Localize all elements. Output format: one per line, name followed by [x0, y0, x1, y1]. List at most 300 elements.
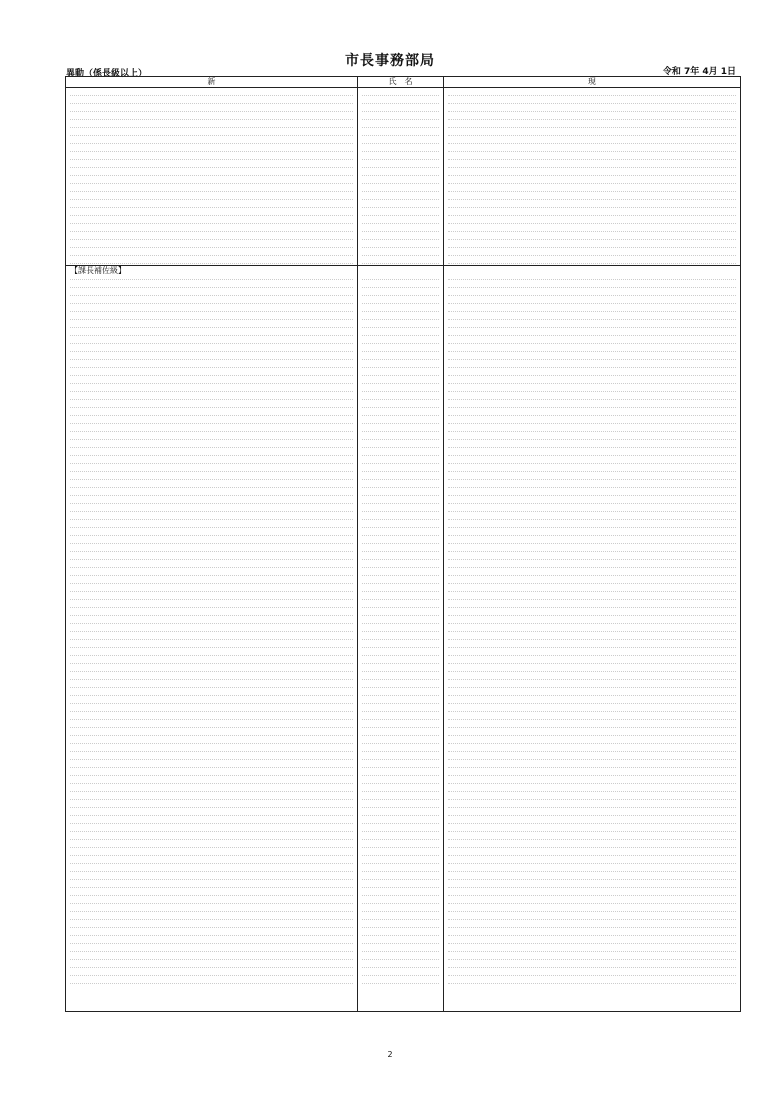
row-placeholder [362, 240, 439, 248]
row-placeholder [362, 504, 439, 512]
row-placeholder [70, 896, 353, 904]
document-title: 市長事務部局 [345, 53, 435, 69]
row-placeholder [362, 312, 439, 320]
row-placeholder [70, 640, 353, 648]
row-placeholder [70, 104, 353, 112]
row-placeholder [70, 496, 353, 504]
row-placeholder [448, 176, 736, 184]
row-placeholder [70, 504, 353, 512]
row-placeholder [70, 848, 353, 856]
row-placeholder [70, 488, 353, 496]
row-placeholder [362, 432, 439, 440]
row-placeholder [448, 352, 736, 360]
header-new: 新 [66, 77, 358, 87]
row-placeholder [362, 688, 439, 696]
row-placeholder [70, 416, 353, 424]
row-placeholder [448, 104, 736, 112]
row-placeholder [362, 936, 439, 944]
row-placeholder [448, 816, 736, 824]
row-placeholder [448, 128, 736, 136]
row-placeholder [448, 904, 736, 912]
row-placeholder [448, 824, 736, 832]
row-placeholder [448, 240, 736, 248]
row-placeholder [448, 112, 736, 120]
row-placeholder [448, 152, 736, 160]
row-placeholder [448, 584, 736, 592]
row-placeholder [448, 960, 736, 968]
row-placeholder [362, 536, 439, 544]
row-placeholder [448, 616, 736, 624]
row-placeholder [362, 344, 439, 352]
row-placeholder [448, 888, 736, 896]
row-placeholder [70, 168, 353, 176]
header-name: 氏 名 [358, 77, 444, 87]
row-placeholder [448, 248, 736, 256]
row-placeholder [70, 632, 353, 640]
row-placeholder [448, 976, 736, 984]
row-placeholder [70, 672, 353, 680]
row-placeholder [70, 136, 353, 144]
row-placeholder [448, 896, 736, 904]
row-placeholder [70, 520, 353, 528]
row-placeholder [448, 920, 736, 928]
row-placeholder [362, 496, 439, 504]
row-placeholder [448, 344, 736, 352]
row-placeholder [362, 544, 439, 552]
row-placeholder [70, 296, 353, 304]
row-placeholder [70, 688, 353, 696]
row-placeholder [362, 96, 439, 104]
row-placeholder [70, 216, 353, 224]
row-placeholder [448, 544, 736, 552]
row-placeholder [448, 448, 736, 456]
row-placeholder [70, 312, 353, 320]
row-placeholder [362, 856, 439, 864]
row-placeholder [362, 400, 439, 408]
row-placeholder [70, 904, 353, 912]
row-placeholder [70, 944, 353, 952]
row-placeholder [362, 864, 439, 872]
row-placeholder [362, 192, 439, 200]
row-placeholder [70, 872, 353, 880]
row-placeholder [448, 192, 736, 200]
row-placeholder [448, 552, 736, 560]
row-placeholder [362, 720, 439, 728]
row-placeholder [70, 352, 353, 360]
row-placeholder [362, 744, 439, 752]
row-placeholder [362, 624, 439, 632]
row-placeholder [448, 360, 736, 368]
row-placeholder [362, 336, 439, 344]
row-placeholder [70, 408, 353, 416]
column-old [444, 88, 740, 1011]
row-placeholder [362, 144, 439, 152]
row-placeholder [448, 936, 736, 944]
row-placeholder [70, 120, 353, 128]
row-placeholder [362, 696, 439, 704]
row-placeholder [448, 424, 736, 432]
row-placeholder [70, 616, 353, 624]
row-placeholder [70, 888, 353, 896]
row-placeholder [70, 856, 353, 864]
row-placeholder [448, 408, 736, 416]
row-placeholder [362, 408, 439, 416]
row-placeholder [362, 512, 439, 520]
row-placeholder [448, 136, 736, 144]
row-placeholder [70, 592, 353, 600]
row-placeholder [362, 160, 439, 168]
row-placeholder [448, 560, 736, 568]
row-placeholder [70, 280, 353, 288]
row-placeholder [70, 440, 353, 448]
row-placeholder [362, 600, 439, 608]
row-placeholder [448, 464, 736, 472]
row-placeholder [448, 608, 736, 616]
row-placeholder [448, 536, 736, 544]
row-placeholder [70, 256, 353, 264]
row-placeholder [70, 144, 353, 152]
row-placeholder [362, 968, 439, 976]
row-placeholder [448, 752, 736, 760]
row-placeholder [362, 912, 439, 920]
row-placeholder [448, 328, 736, 336]
row-placeholder [362, 104, 439, 112]
row-placeholder [448, 144, 736, 152]
row-placeholder [70, 424, 353, 432]
row-placeholder [362, 960, 439, 968]
row-placeholder [70, 784, 353, 792]
row-placeholder [448, 416, 736, 424]
row-placeholder [362, 576, 439, 584]
row-placeholder [362, 704, 439, 712]
row-placeholder [70, 752, 353, 760]
row-placeholder [362, 528, 439, 536]
row-placeholder [70, 624, 353, 632]
row-placeholder [362, 304, 439, 312]
row-placeholder [70, 376, 353, 384]
row-placeholder [362, 560, 439, 568]
row-placeholder [70, 656, 353, 664]
row-placeholder [70, 512, 353, 520]
row-placeholder [70, 760, 353, 768]
row-placeholder [448, 648, 736, 656]
row-placeholder [448, 224, 736, 232]
row-placeholder [448, 696, 736, 704]
row-placeholder [70, 968, 353, 976]
row-placeholder [448, 480, 736, 488]
row-placeholder [70, 288, 353, 296]
row-placeholder [362, 176, 439, 184]
row-placeholder [362, 480, 439, 488]
row-placeholder [70, 368, 353, 376]
row-placeholder [362, 384, 439, 392]
row-placeholder [70, 912, 353, 920]
row-placeholder [448, 472, 736, 480]
row-placeholder [362, 472, 439, 480]
row-placeholder [362, 776, 439, 784]
personnel-table [65, 76, 741, 1012]
row-placeholder [448, 96, 736, 104]
row-placeholder [362, 736, 439, 744]
row-placeholder [70, 664, 353, 672]
row-placeholder [362, 416, 439, 424]
row-placeholder [362, 288, 439, 296]
row-placeholder [362, 152, 439, 160]
row-placeholder [448, 592, 736, 600]
row-placeholder [448, 864, 736, 872]
row-placeholder [70, 248, 353, 256]
table-header [66, 77, 740, 88]
row-placeholder [70, 736, 353, 744]
row-placeholder [448, 680, 736, 688]
row-placeholder [70, 128, 353, 136]
row-placeholder [448, 840, 736, 848]
row-placeholder [448, 184, 736, 192]
row-placeholder [448, 200, 736, 208]
row-placeholder [448, 280, 736, 288]
row-placeholder [362, 376, 439, 384]
row-placeholder [70, 608, 353, 616]
row-placeholder [70, 840, 353, 848]
row-placeholder [362, 352, 439, 360]
row-placeholder [448, 376, 736, 384]
section-kacho-hosa [66, 265, 740, 275]
row-placeholder [70, 96, 353, 104]
row-placeholder [448, 632, 736, 640]
row-placeholder [448, 440, 736, 448]
row-placeholder [362, 488, 439, 496]
row-placeholder [362, 664, 439, 672]
row-placeholder [448, 256, 736, 264]
row-placeholder [448, 912, 736, 920]
row-placeholder [448, 568, 736, 576]
row-placeholder [70, 936, 353, 944]
header-old: 現 [588, 77, 596, 86]
row-placeholder [362, 648, 439, 656]
row-placeholder [448, 400, 736, 408]
row-placeholder [362, 672, 439, 680]
row-placeholder [362, 632, 439, 640]
row-placeholder [448, 856, 736, 864]
row-placeholder [448, 656, 736, 664]
row-placeholder [448, 304, 736, 312]
row-placeholder [448, 688, 736, 696]
row-placeholder [362, 464, 439, 472]
row-placeholder [70, 232, 353, 240]
row-placeholder [362, 840, 439, 848]
row-placeholder [362, 808, 439, 816]
row-placeholder [448, 576, 736, 584]
row-placeholder [70, 536, 353, 544]
row-placeholder [70, 112, 353, 120]
row-placeholder [362, 368, 439, 376]
row-placeholder [448, 160, 736, 168]
row-placeholder [70, 600, 353, 608]
row-placeholder [70, 560, 353, 568]
row-placeholder [70, 208, 353, 216]
row-placeholder [448, 872, 736, 880]
row-placeholder [362, 584, 439, 592]
row-placeholder [362, 680, 439, 688]
row-placeholder [362, 280, 439, 288]
row-placeholder [362, 136, 439, 144]
row-placeholder [70, 720, 353, 728]
row-placeholder [448, 776, 736, 784]
row-placeholder [362, 800, 439, 808]
column-name [358, 88, 444, 1011]
document-date: 令和 7年 4月 1日 [662, 67, 736, 77]
row-placeholder [70, 328, 353, 336]
row-placeholder [448, 208, 736, 216]
row-placeholder [362, 208, 439, 216]
row-placeholder [362, 232, 439, 240]
row-placeholder [448, 832, 736, 840]
row-placeholder [362, 832, 439, 840]
row-placeholder [70, 952, 353, 960]
row-placeholder [70, 824, 353, 832]
row-placeholder [70, 960, 353, 968]
row-placeholder [362, 120, 439, 128]
row-placeholder [448, 728, 736, 736]
row-placeholder [70, 176, 353, 184]
row-placeholder [362, 256, 439, 264]
row-placeholder [70, 568, 353, 576]
row-placeholder [362, 848, 439, 856]
row-placeholder [362, 216, 439, 224]
row-placeholder [70, 456, 353, 464]
row-placeholder [70, 880, 353, 888]
row-placeholder [448, 704, 736, 712]
row-placeholder [362, 184, 439, 192]
row-placeholder [70, 744, 353, 752]
row-placeholder [448, 512, 736, 520]
row-placeholder [70, 704, 353, 712]
row-placeholder [70, 864, 353, 872]
row-placeholder [70, 304, 353, 312]
row-placeholder [70, 152, 353, 160]
row-placeholder [448, 640, 736, 648]
row-placeholder [362, 128, 439, 136]
row-placeholder [448, 504, 736, 512]
row-placeholder [362, 872, 439, 880]
row-placeholder [448, 880, 736, 888]
row-placeholder [362, 712, 439, 720]
row-placeholder [362, 448, 439, 456]
row-placeholder [70, 552, 353, 560]
row-placeholder [362, 976, 439, 984]
row-placeholder [70, 88, 353, 96]
row-placeholder [362, 360, 439, 368]
row-placeholder [362, 456, 439, 464]
row-placeholder [70, 920, 353, 928]
row-placeholder [448, 312, 736, 320]
row-placeholder [70, 320, 353, 328]
row-placeholder [448, 712, 736, 720]
row-placeholder [70, 480, 353, 488]
row-placeholder [362, 952, 439, 960]
row-placeholder [70, 712, 353, 720]
row-placeholder [448, 720, 736, 728]
row-placeholder [362, 392, 439, 400]
row-placeholder [362, 88, 439, 96]
row-placeholder [448, 88, 736, 96]
row-placeholder [448, 232, 736, 240]
document-subtitle: 異動（係長級以上） [66, 69, 148, 79]
row-placeholder [362, 440, 439, 448]
row-placeholder [70, 160, 353, 168]
row-placeholder [448, 120, 736, 128]
row-placeholder [70, 808, 353, 816]
row-placeholder [362, 424, 439, 432]
row-placeholder [448, 736, 736, 744]
row-placeholder [362, 824, 439, 832]
row-placeholder [70, 576, 353, 584]
row-placeholder [448, 296, 736, 304]
row-placeholder [362, 552, 439, 560]
row-placeholder [70, 680, 353, 688]
row-placeholder [362, 888, 439, 896]
column-new [66, 88, 358, 1011]
row-placeholder [70, 400, 353, 408]
row-placeholder [448, 368, 736, 376]
row-placeholder [362, 328, 439, 336]
row-placeholder [70, 584, 353, 592]
row-placeholder [70, 224, 353, 232]
row-placeholder [70, 432, 353, 440]
row-placeholder [448, 952, 736, 960]
row-placeholder [70, 696, 353, 704]
row-placeholder [362, 296, 439, 304]
row-placeholder [70, 800, 353, 808]
row-placeholder [362, 728, 439, 736]
row-placeholder [448, 768, 736, 776]
row-placeholder [70, 768, 353, 776]
row-placeholder [70, 976, 353, 984]
row-placeholder [448, 456, 736, 464]
row-placeholder [362, 768, 439, 776]
row-placeholder [70, 344, 353, 352]
row-placeholder [362, 616, 439, 624]
row-placeholder [448, 528, 736, 536]
row-placeholder [448, 784, 736, 792]
row-placeholder [362, 784, 439, 792]
row-placeholder [448, 928, 736, 936]
row-placeholder [362, 520, 439, 528]
row-placeholder [448, 760, 736, 768]
row-placeholder [362, 928, 439, 936]
row-placeholder [448, 488, 736, 496]
row-placeholder [362, 920, 439, 928]
row-placeholder [448, 624, 736, 632]
row-placeholder [448, 216, 736, 224]
row-placeholder [70, 384, 353, 392]
row-placeholder [448, 664, 736, 672]
row-placeholder [448, 792, 736, 800]
row-placeholder [362, 200, 439, 208]
row-placeholder [362, 168, 439, 176]
row-placeholder [70, 728, 353, 736]
page-number: 2 [387, 1050, 393, 1059]
row-placeholder [362, 320, 439, 328]
row-placeholder [362, 112, 439, 120]
row-placeholder [70, 472, 353, 480]
row-placeholder [362, 896, 439, 904]
row-placeholder [448, 432, 736, 440]
row-placeholder [70, 648, 353, 656]
row-placeholder [362, 792, 439, 800]
section-label: 【課長補佐級】 [70, 266, 126, 275]
row-placeholder [70, 448, 353, 456]
